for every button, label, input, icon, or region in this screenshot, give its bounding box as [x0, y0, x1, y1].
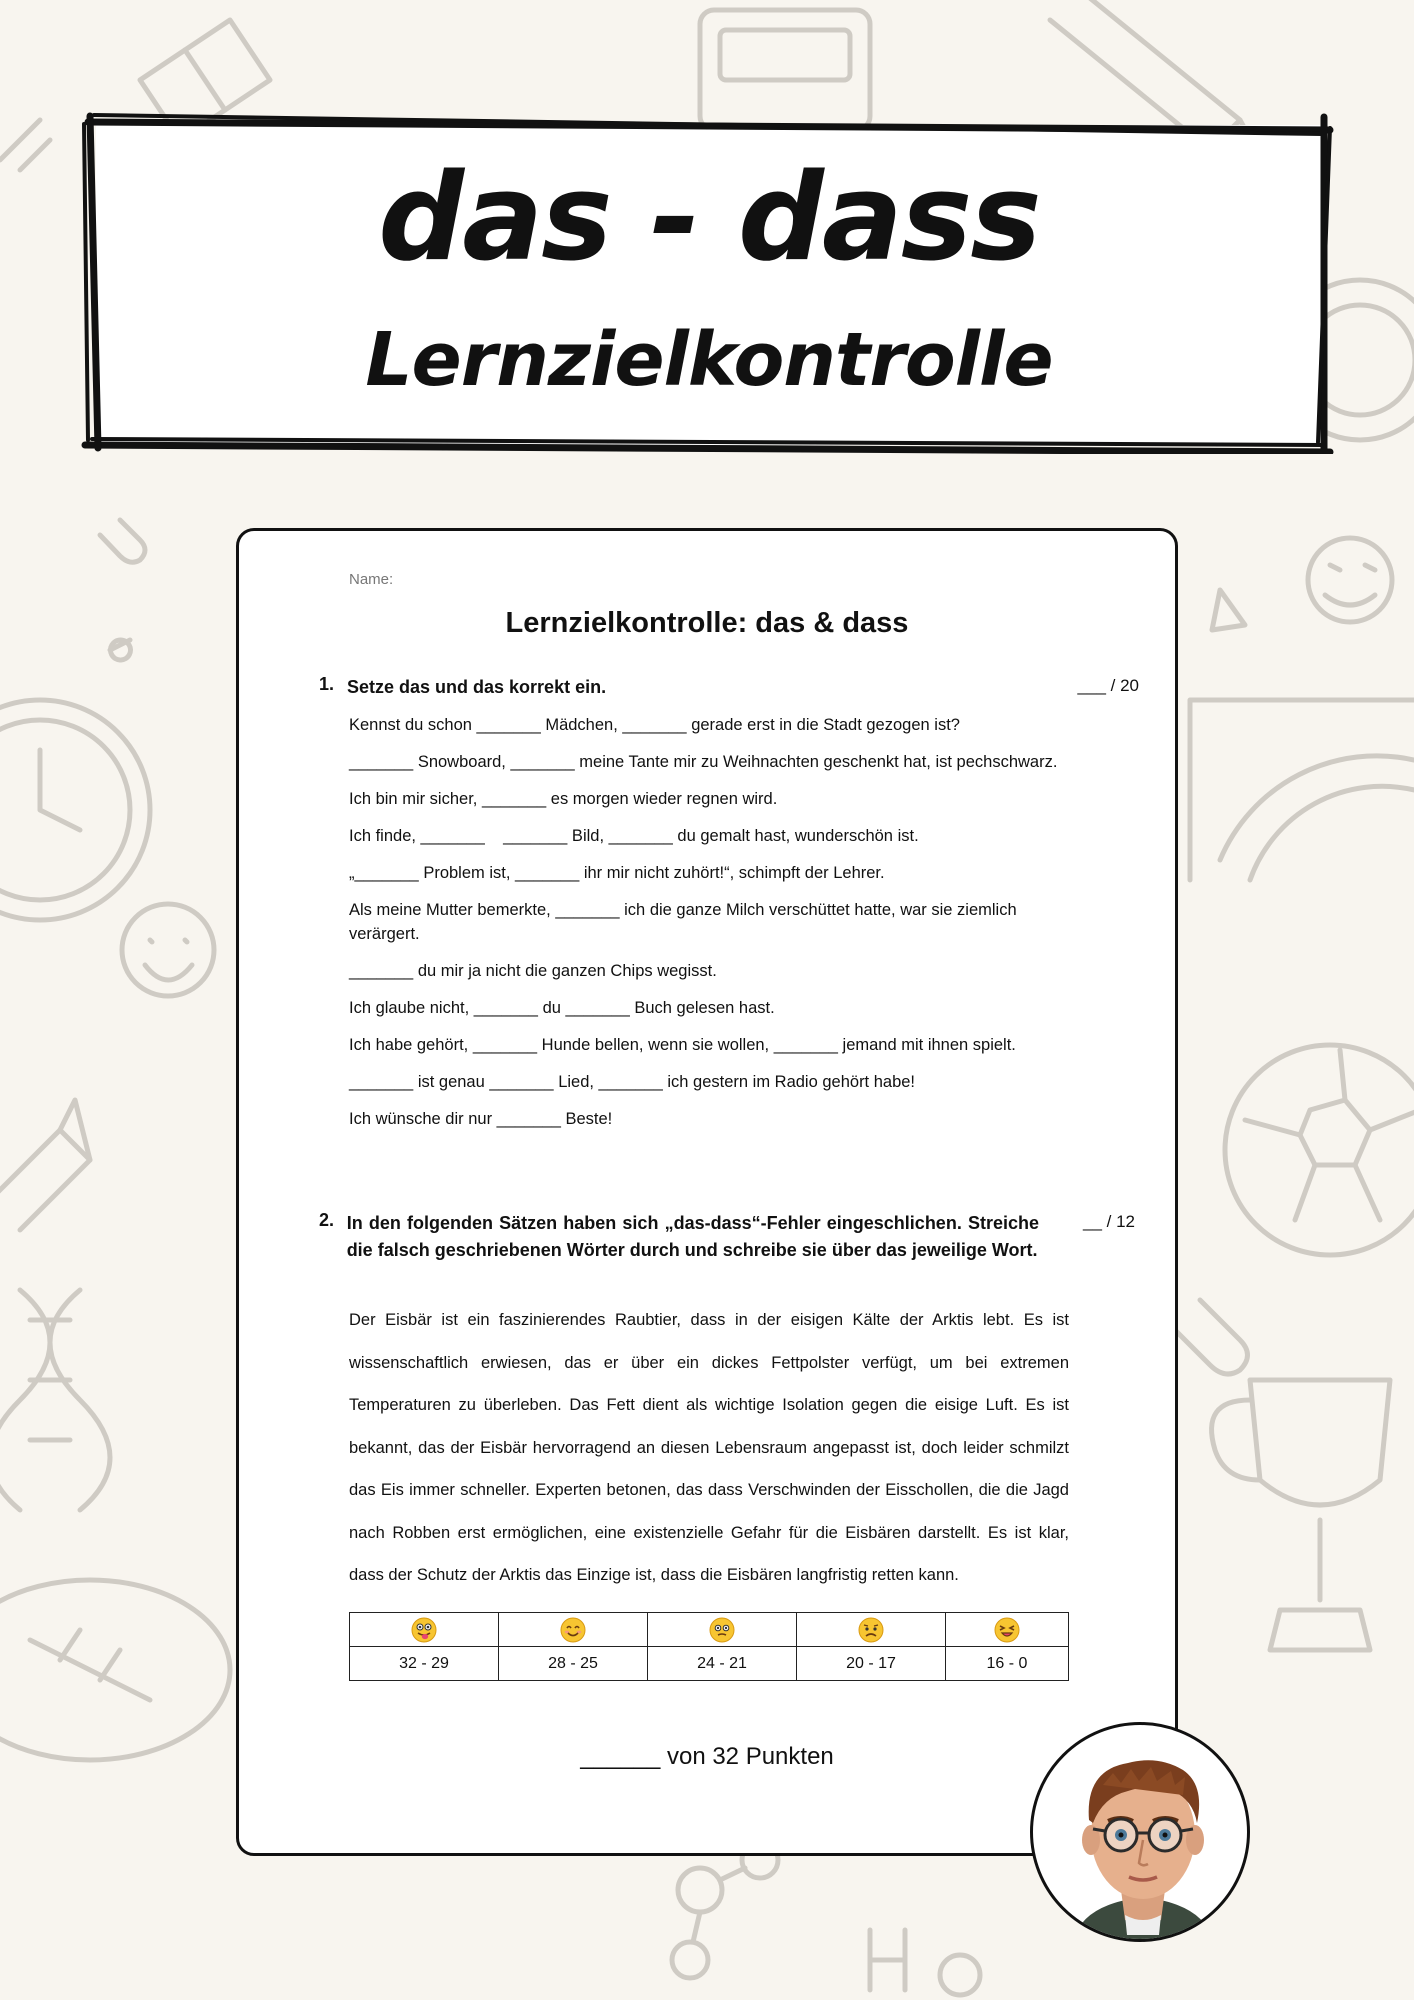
task-1-sentence-list [349, 713, 1069, 1144]
name-label: Name: [349, 571, 394, 588]
sentence-item: Als meine Mutter bemerkte, _______ ich die ganze Milch verschüttet hatte, war sie ziemlich verärgert. [349, 901, 1017, 943]
distressed-face-icon [994, 1617, 1020, 1643]
avatar [1030, 1722, 1250, 1942]
grade-range: 20 - 17 [797, 1647, 946, 1681]
sentence-item: _______ ist genau _______ Lied, _______ ich gestern im Radio gehört habe! [349, 1073, 916, 1091]
grade-range: 28 - 25 [499, 1647, 648, 1681]
grade-cell [797, 1613, 946, 1647]
page-subtitle: Lernzielkontrolle [365, 317, 1053, 403]
grade-cell [648, 1613, 797, 1647]
sentence-item: Ich wünsche dir nur _______ Beste! [349, 1110, 613, 1128]
worksheet-card [236, 528, 1178, 1856]
sentence-item: Ich bin mir sicher, _______ es morgen wieder regnen wird. [349, 790, 778, 808]
frowning-face-icon [858, 1617, 884, 1643]
tongue-face-icon [411, 1617, 437, 1643]
neutral-face-icon [709, 1617, 735, 1643]
smiling-face-icon [560, 1617, 586, 1643]
task-1-instruction: Setze das und das korrekt ein. [347, 677, 607, 697]
grade-cell [946, 1613, 1069, 1647]
sentence-item: „_______ Problem ist, _______ ihr mir nicht zuhört!“, schimpft der Lehrer. [349, 864, 885, 882]
boy-with-glasses-illustration [1033, 1725, 1250, 1942]
grade-cell [499, 1613, 648, 1647]
page-title: das - dass [378, 149, 1040, 288]
worksheet-title: Lernzielkontrolle: das & dass [505, 607, 909, 639]
task-2-instruction: In den folgenden Sätzen haben sich „das-dass“-Fehler eingeschlichen. Streiche die falsch geschriebenen Wörter durch und schreibe sie über das jeweilige Wort. [346, 1213, 1039, 1260]
task-1-heading [319, 674, 1039, 701]
sentence-item: Kennst du schon _______ Mädchen, _______ gerade erst in die Stadt gezogen ist? [349, 716, 960, 734]
sentence-item: Ich habe gehört, _______ Hunde bellen, wenn sie wollen, _______ jemand mit ihnen spielt. [349, 1036, 1016, 1054]
task-2-number: 2. [319, 1210, 335, 1230]
grade-cell [350, 1613, 499, 1647]
task-1-score: ___ / 20 [1077, 676, 1139, 695]
task-1-number: 1. [319, 674, 335, 694]
task-2-text: Der Eisbär ist ein faszinierendes Raubtier, dass in der eisigen Kälte der Arktis lebt. Es ist wissenschaftlich erwiesen, das er über ein dickes Fettpolster verfügt, um bei extremen Temperaturen zu überleben. Das Fett dient als wichtige Isolation gegen die eisige Luft. Es ist bekannt, das der Eisbär hervorragend an diesen Lebensraum angepasst ist, doch leider schmilzt das Eis immer schneller. Experten betonen, das dass Verschwinden der Eisschollen, die die Jagd nach Robben erst ermöglichen, eine existenzielle Gefahr für die Eisbären darstellt. Es ist klar, dass der Schutz der Arktis das Einzige ist, dass die Eisbären langfristig retten kann. [349, 1311, 1069, 1584]
task-2-score: __ / 12 [1083, 1212, 1135, 1231]
grading-table [349, 1612, 1069, 1681]
sentence-item: _______ du mir ja nicht die ganzen Chips wegisst. [349, 962, 717, 980]
sentence-item: _______ Snowboard, _______ meine Tante mir zu Weihnachten geschenkt hat, ist pechschwarz. [349, 753, 1058, 771]
sentence-item: Ich glaube nicht, _______ du _______ Buch gelesen hast. [349, 999, 775, 1017]
task-2-heading [319, 1210, 1039, 1264]
grading-ranges-row [350, 1647, 1069, 1681]
grade-range: 32 - 29 [350, 1647, 499, 1681]
sentence-item: Ich finde, _______ _______ Bild, _______ du gemalt hast, wunderschön ist. [349, 827, 919, 845]
total-score: ______ von 32 Punkten [580, 1743, 834, 1770]
grading-faces-row [350, 1613, 1069, 1647]
grade-range: 16 - 0 [946, 1647, 1069, 1681]
grade-range: 24 - 21 [648, 1647, 797, 1681]
